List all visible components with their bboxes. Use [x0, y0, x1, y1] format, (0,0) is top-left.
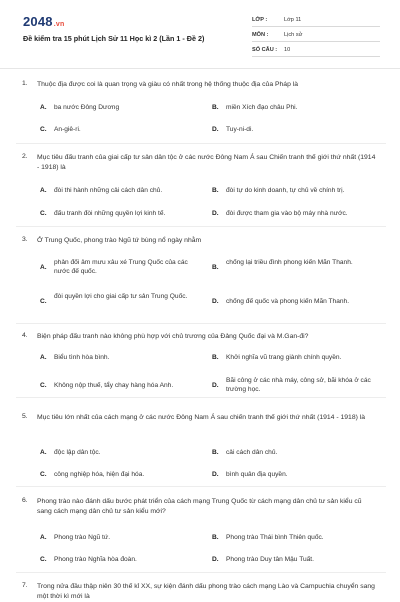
- option-letter: B.: [212, 354, 219, 361]
- meta-count: [252, 44, 380, 57]
- question-number: 4.: [22, 332, 28, 339]
- question-number: 2.: [22, 153, 28, 160]
- option-text: bình quân địa quyền.: [226, 471, 288, 478]
- option-letter: C.: [40, 210, 47, 217]
- meta-value: Lớp 11: [284, 17, 302, 23]
- option-text: đòi được tham gia vào bộ máy nhà nước.: [226, 210, 348, 217]
- meta-class: [252, 14, 380, 27]
- question-separator: [16, 323, 386, 324]
- option-text: Phong trào Nghĩa hòa đoàn.: [54, 556, 137, 563]
- option-letter: B.: [212, 449, 219, 456]
- question-text: Thuộc địa được coi là quan trọng và giàu có nhất trong hệ thống thuộc địa của Pháp là: [37, 81, 299, 88]
- question-separator: [16, 226, 386, 227]
- option-text: An-giê-ri.: [54, 126, 81, 133]
- question-text: Mục tiêu lớn nhất của cách mạng ở các nước Đông Nam Á sau chiến tranh thế giới thứ nhất (1914 - 1918) là: [37, 414, 366, 421]
- meta-value: 10: [284, 47, 291, 53]
- question-text: Phong trào nào đánh dấu bước phát triển của cách mạng Trung Quốc từ cách mạng dân chủ tư sản kiểu cũ sang cách mạng dân chủ tư sản kiểu mới?: [37, 498, 362, 515]
- option-text: công nghiệp hóa, hiện đại hóa.: [54, 471, 145, 478]
- option-letter: C.: [40, 471, 47, 478]
- header: [0, 0, 400, 66]
- logo-text: 2048: [23, 14, 53, 29]
- meta-key: LỚP :: [252, 17, 268, 23]
- option-text: Tuy-ni-di.: [226, 126, 254, 133]
- question-number: 5.: [22, 413, 28, 420]
- question-number: 7.: [22, 582, 28, 589]
- option-letter: B.: [212, 264, 219, 271]
- question-number: 3.: [22, 236, 28, 243]
- option-letter: C.: [40, 126, 47, 133]
- question-separator: [16, 397, 386, 398]
- option-text: chống lại triều đình phong kiến Mãn Thanh.: [226, 259, 353, 266]
- option-text: Phong trào Thái bình Thiên quốc.: [226, 534, 324, 541]
- logo-suffix: .vn: [53, 21, 65, 28]
- option-letter: B.: [212, 187, 219, 194]
- meta-value: Lịch sử: [284, 32, 303, 38]
- question-number: 6.: [22, 497, 28, 504]
- option-text: đòi quyền lợi cho giai cấp tư sản Trung Quốc.: [54, 293, 188, 300]
- option-letter: A.: [40, 104, 47, 111]
- option-letter: A.: [40, 187, 47, 194]
- option-letter: C.: [40, 382, 47, 389]
- option-letter: D.: [212, 126, 219, 133]
- option-letter: D.: [212, 556, 219, 563]
- option-letter: A.: [40, 534, 47, 541]
- option-letter: B.: [212, 534, 219, 541]
- option-text: Bãi công ở các nhà máy, công sở, bãi khóa ở các trường học.: [226, 377, 371, 393]
- option-text: đòi tự do kinh doanh, tự chủ về chính trị.: [226, 187, 345, 194]
- option-letter: A.: [40, 354, 47, 361]
- option-letter: C.: [40, 556, 47, 563]
- question-text: Ở Trung Quốc, phong trào Ngũ tứ bùng nổ ngày nhằm: [37, 237, 202, 244]
- header-divider: [0, 68, 400, 69]
- meta-subject: [252, 29, 380, 42]
- option-letter: A.: [40, 449, 47, 456]
- option-letter: C.: [40, 298, 47, 305]
- question-text: Trong nửa đầu thập niên 30 thế kỉ XX, sự kiện đánh dấu phong trào cách mạng Lào và Campuchia chuyển sang một thời kì mới là: [37, 583, 375, 600]
- question-separator: [16, 486, 386, 487]
- option-text: miền Xích đạo châu Phi.: [226, 104, 298, 111]
- option-letter: D.: [212, 298, 219, 305]
- meta-key: SỐ CÂU :: [252, 47, 278, 53]
- test-title: Đề kiểm tra 15 phút Lịch Sử 11 Học kì 2 (Lần 1 - Đề 2): [23, 34, 205, 43]
- option-text: chống đế quốc và phong kiến Mãn Thanh.: [226, 298, 350, 305]
- option-letter: D.: [212, 210, 219, 217]
- option-letter: B.: [212, 104, 219, 111]
- option-text: Khởi nghĩa vũ trang giành chính quyền.: [226, 354, 342, 361]
- option-text: độc lập dân tộc.: [54, 449, 101, 456]
- meta-key: MÔN :: [252, 32, 269, 38]
- question-separator: [16, 572, 386, 573]
- option-text: Phong trào Ngũ tứ.: [54, 534, 111, 541]
- question-text: Biện pháp đấu tranh nào không phù hợp với chủ trương của Đảng Quốc đại và M.Gan-đi?: [37, 333, 309, 340]
- option-text: Biểu tình hòa bình.: [54, 354, 110, 361]
- option-letter: D.: [212, 382, 219, 389]
- question-text: Mục tiêu đấu tranh của giai cấp tư sản dân tộc ở các nước Đông Nam Á sau Chiến tranh thế giới thứ nhất (1914 - 1918) là: [37, 154, 376, 171]
- option-text: phản đối âm mưu xâu xé Trung Quốc của các nước đế quốc.: [54, 259, 188, 275]
- option-text: ba nước Đông Dương: [54, 104, 120, 111]
- option-text: Phong trào Duy tân Mậu Tuất.: [226, 556, 314, 563]
- question-separator: [16, 143, 386, 144]
- option-text: đấu tranh đòi những quyền lợi kinh tế.: [54, 210, 166, 217]
- site-logo[interactable]: [23, 14, 64, 29]
- option-letter: D.: [212, 471, 219, 478]
- option-text: đòi thi hành những cải cách dân chủ.: [54, 187, 163, 194]
- option-text: cải cách dân chủ.: [226, 449, 278, 456]
- option-text: Không nộp thuế, tẩy chay hàng hóa Anh.: [54, 382, 174, 389]
- option-letter: A.: [40, 264, 47, 271]
- question-number: 1.: [22, 80, 28, 87]
